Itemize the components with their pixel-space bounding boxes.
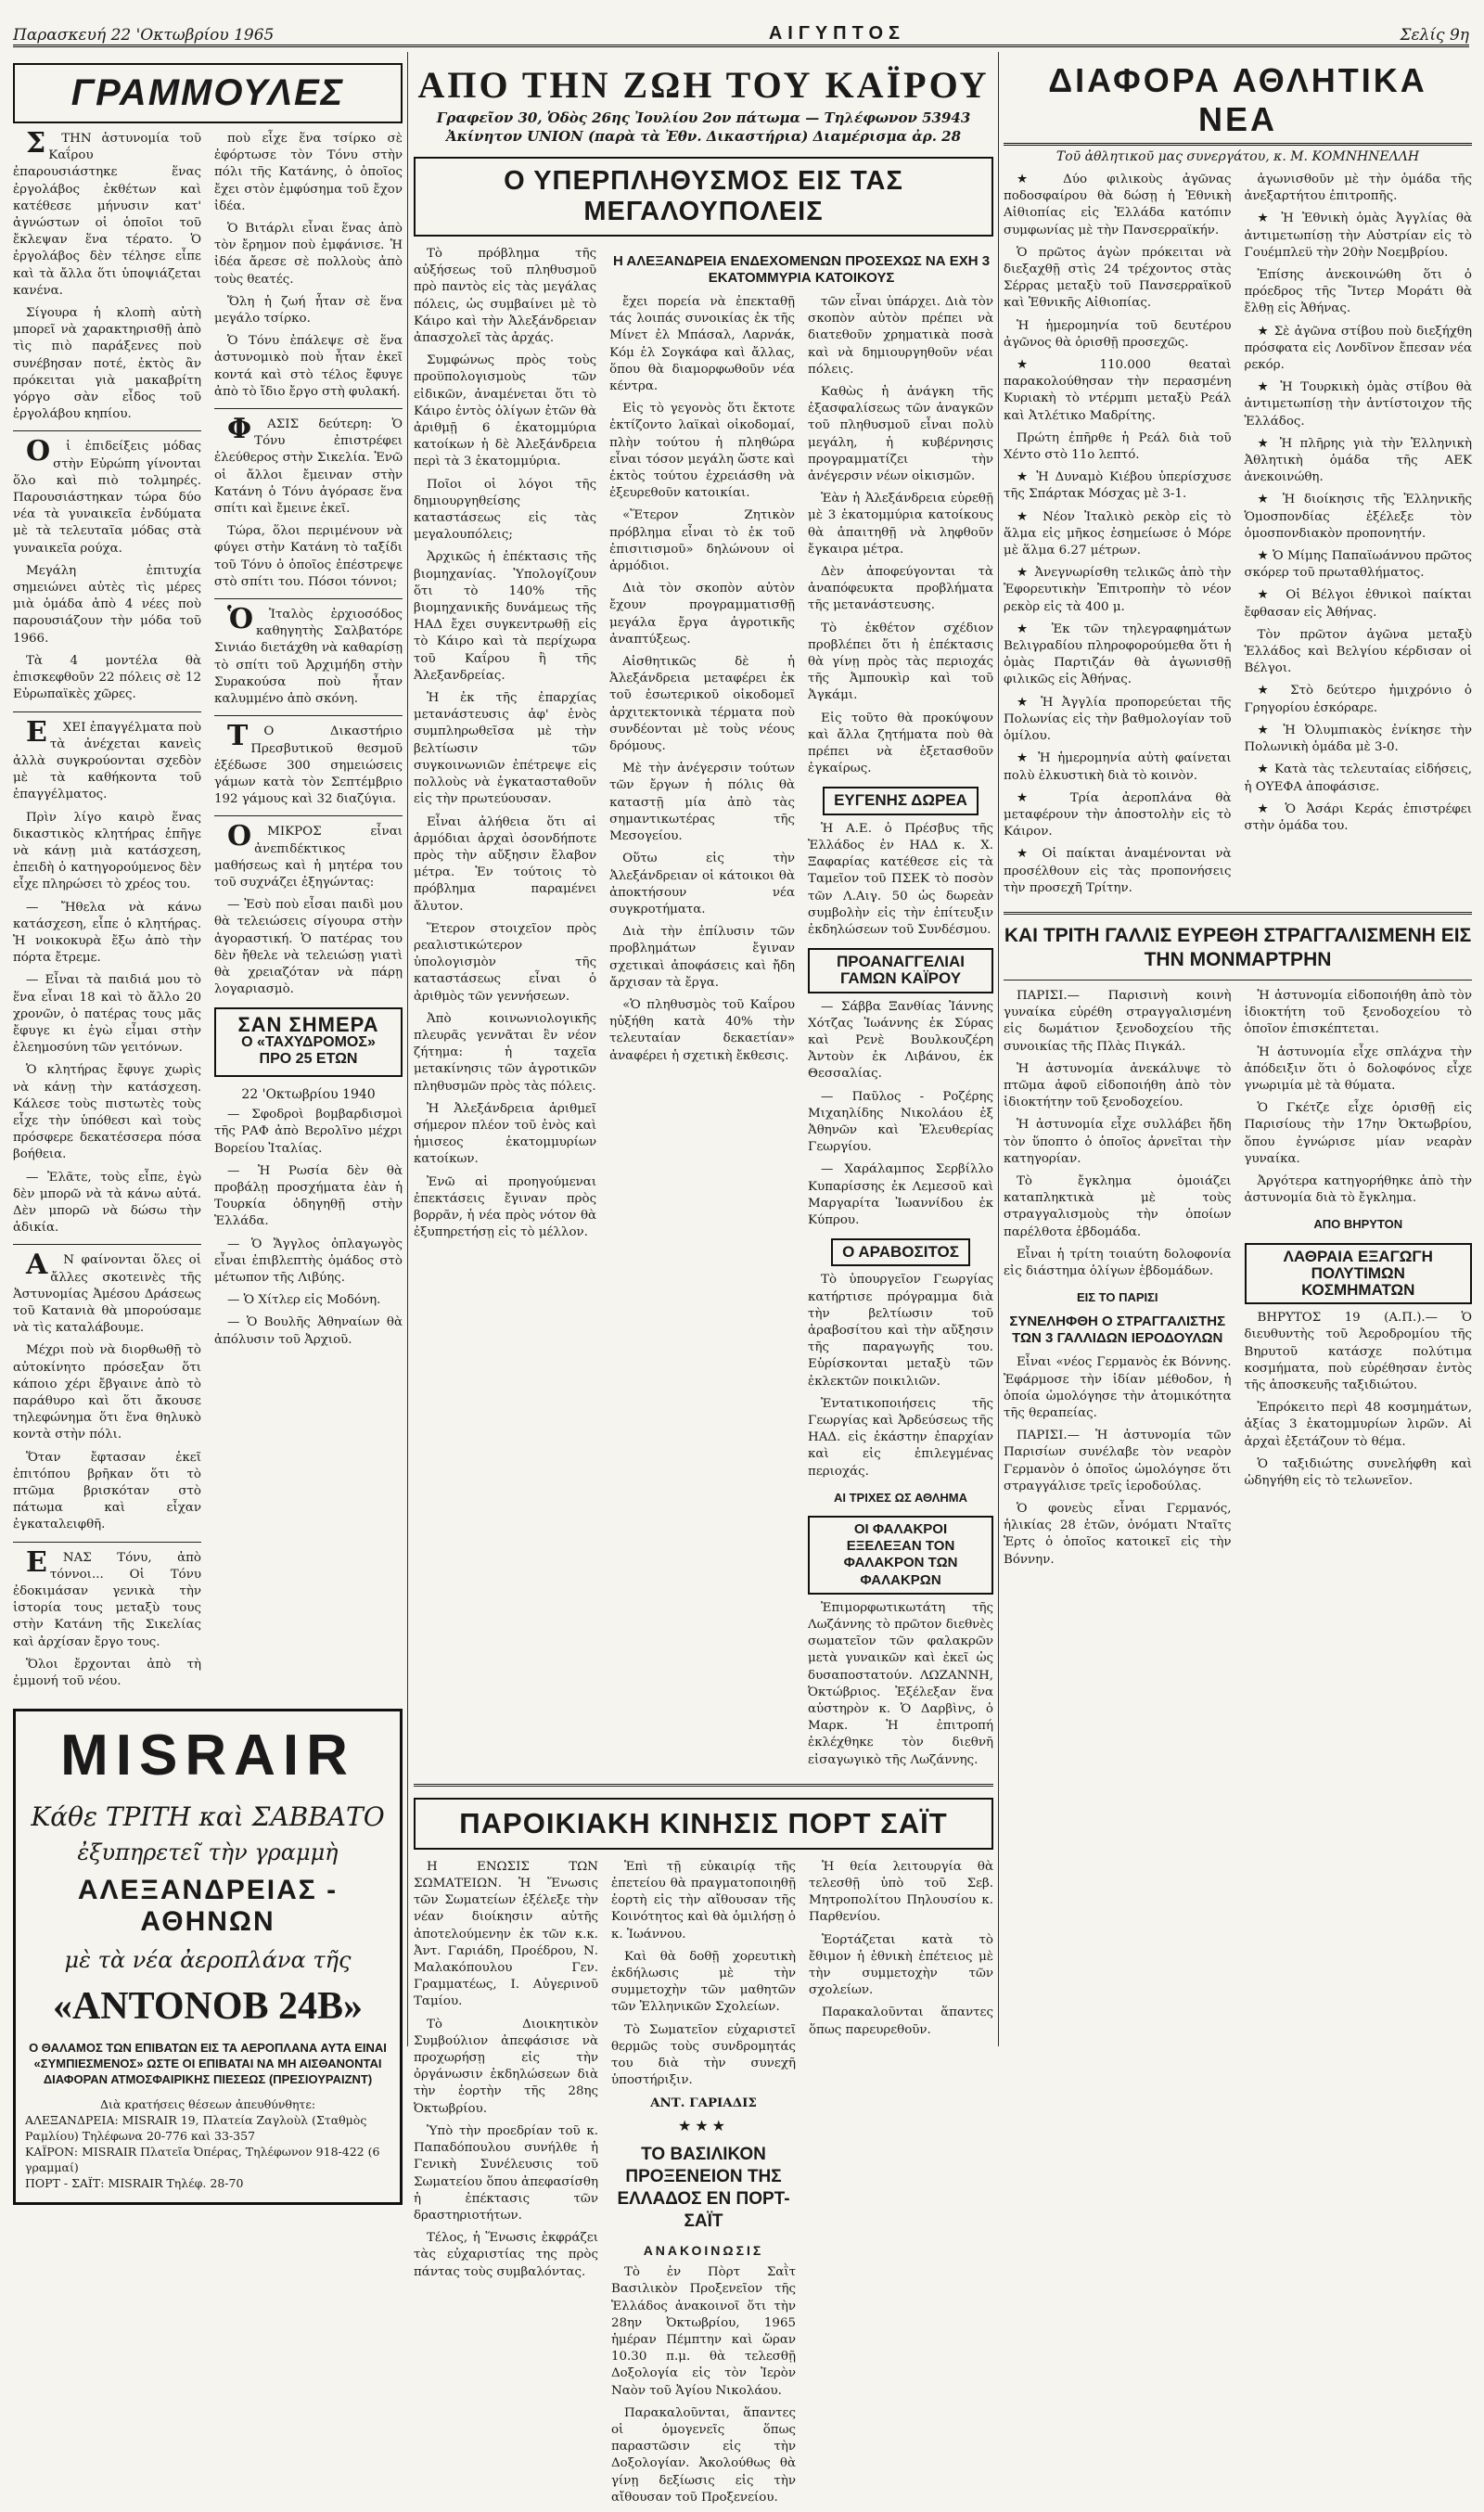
sports-byline: Τοῦ ἀθλητικοῦ μας συνεργάτου, κ. Μ. ΚΟΜΝΗΝΕΛΛΗ bbox=[1055, 149, 1420, 164]
column-right bbox=[1004, 56, 1472, 2046]
paragraph: Πρώτη ἐπῆρθε ἡ Ρεάλ διὰ τοῦ Χέντο στὸ 11ο λεπτό. bbox=[1004, 430, 1232, 463]
paragraph: Ἡ ἡμερομηνία τοῦ δευτέρου ἀγῶνος θὰ ὁρισθῇ προσεχῶς. bbox=[1004, 318, 1232, 350]
list-item: — Παῦλος - Ροζέρης Μιχαηλίδης Νικολάου ἐξ Ἀθηνῶν καὶ Ἐλευθερίας Γεωργίου. bbox=[808, 1089, 993, 1155]
paragraph: Ἀργότερα κατηγορήθηκε ἀπὸ τὴν ἀστυνομία διὰ τὸ ἔγκλημα. bbox=[1244, 1173, 1472, 1206]
sports-col-b bbox=[1245, 172, 1473, 903]
paragraph: Μέχρι ποὺ νὰ διορθωθῇ τὸ αὐτοκίνητο πρόσεξαν ὅτι κάποιο χέρι ἔβγαινε ἀπὸ τὸ παράθυρο καὶ ὅτι ἄκουσε τηλεφώνημα ὅτι ἕνα θηλυκὸ κοντὰ στὴν πόλι. bbox=[13, 1343, 201, 1442]
list-item: — Σάββα Ξανθίας Ἰάννης Χότζας Ἰωάννης ἐκ Σύρας καὶ Ρενὲ Βουλκουζέρη Ἀντοὺν ἐκ Λιβάνου, ἐκ Θεσσαλίας. bbox=[808, 999, 993, 1082]
ad-line: «ΑΝΤΟΝΟΒ 24Β» bbox=[52, 1985, 364, 2029]
article-col-a bbox=[414, 246, 596, 1775]
paragraph: ★ Οἱ παίκται ἀναμένονται νὰ προσέλθουν εἰς τὰς προπονήσεις τὴν προσεχῆ Τρίτην. bbox=[1004, 847, 1232, 895]
paragraph: ★ Ἀνεγνωρίσθη τελικῶς ἀπὸ τὴν Ἐφορευτικὴν Ἐπιτροπὴν τὸ νέον ρεκὸρ εἰς τὰ 400 μ. bbox=[1004, 566, 1232, 614]
parikia-head: ΠΑΡΟΙΚΙΑΚΗ ΚΙΝΗΣΙΣ ΠΟΡΤ ΣΑΪΤ bbox=[414, 1798, 993, 1850]
paragraph: ★ Σὲ ἀγῶνα στίβου ποὺ διεξήχθη πρόσφατα εἰς Λονδῖνον ἔπεσαν νέα ρεκόρ. bbox=[1244, 324, 1472, 373]
paragraph: ★ Ἡ Ἐθνικὴ ὁμὰς Ἀγγλίας θὰ ἀντιμετωπίσῃ τὴν Αὐστρίαν εἰς τὸ Γουέμπλεϋ τὴν 20ὴν Νοεμβρίου. bbox=[1244, 211, 1472, 260]
paragraph: ★ Κατὰ τὰς τελευταίας εἰδήσεις, ἡ ΟΥΕΦΑ ἀποφάσισε. bbox=[1244, 763, 1472, 794]
paragraph: Ἡ ἀστυνομία ἀνεκάλυψε τὸ πτῶμα ἀφοῦ εἰδοποιήθη ἀπὸ τὸν ἰδιοκτήτην τοῦ ξενοδοχείου. bbox=[1004, 1061, 1232, 1110]
ad-contact: ΚΑΪΡΟΝ: MISRAIR Πλατεῖα Ὀπέρας, Τηλέφωνον 918-422 (6 γραμμαί) bbox=[25, 2145, 380, 2175]
sports-body bbox=[1004, 172, 1472, 903]
paragraph: ΕΧΕΙ ἐπαγγέλματα ποὺ τὰ ἀνέχεται κανεὶς ἀλλὰ συγκρούονται σχεδὸν μὲ τὰ καθήκοντα τοῦ ἐπαγγέλματος. bbox=[13, 715, 201, 802]
paragraph: ★ Ἐκ τῶν τηλεγραφημάτων Βελιγραδίου πληροφορούμεθα ὅτι ἡ ὁμὰς Παρτιζάν θὰ ἀγωνισθῇ φιλικῶς εἰς Ἀθήνας. bbox=[1004, 622, 1232, 687]
masthead-paper: ΑΙΓΥΠΤΟΣ bbox=[768, 23, 906, 44]
list-item: — Ἡ Ρωσία δὲν θὰ προβάλῃ προσχήματα ἐὰν ἡ Τουρκία ὁδηγηθῇ στὴν Ἑλλάδα. bbox=[214, 1163, 403, 1229]
paragraph: ★ Ἡ πλῆρης γιὰ τὴν Ἑλληνικὴ Ἀθλητικὴ ὁμάδα τῆς ΑΕΚ ἀνεκοινώθη. bbox=[1244, 436, 1472, 485]
paragraph: Τέλος, ἡ Ἕνωσις ἐκφράζει τὰς εὐχαριστίας της πρὸς πάντας τοὺς συμβαλόντας. bbox=[414, 2231, 598, 2279]
paragraph: ★ Ἡ Ὀλυμπιακὸς ἐνίκησε τὴν Πολωνικὴ ὁμάδα μὲ 3-0. bbox=[1244, 723, 1472, 755]
signature: ΑΝΤ. ΓΑΡΙΑΔΙΣ bbox=[650, 2095, 757, 2111]
ad-contact: Διὰ κρατήσεις θέσεων ἀπευθύνθητε: bbox=[99, 2097, 316, 2112]
list-item: — Ὁ Ἄγγλος ὀπλαγωγὸς εἶναι ἐπιβλεπτὴς ὁμάδος στὸ μέτωπον τῆς Λιβύης. bbox=[214, 1237, 403, 1285]
paragraph: Διὰ τὸν σκοπὸν αὐτὸν ἔχουν προγραμματισθῇ μεγάλα ἔργα ἀγροτικῆς ἀναπτύξεως. bbox=[609, 582, 796, 647]
paragraph: ΕΝΑΣ Τόνυ, ἀπὸ τόννοι... Οἱ Τόνυ ἐδοκιμάσαν γενικὰ τὴν ἱστορία τους μεταξὺ τους στὴν Κατάνη τῆς Σικελίας καὶ ἀρχίσαν ἔργο τους. bbox=[13, 1545, 201, 1649]
paragraph: ★ Στὸ δεύτερο ἡμιχρόνιο ὁ Γρηγορίου ἐσκόραρε. bbox=[1244, 684, 1472, 715]
paragraph: Ἡ ἀστυνομία εἶχε συλλάβει ἤδη τὸν ὕποπτο ὁ ὁποῖος ἀρνεῖται τὴν κατηγορίαν. bbox=[1004, 1118, 1232, 1166]
article-col-c bbox=[808, 294, 993, 1775]
grammoules-body bbox=[13, 127, 403, 1696]
paragraph: Ὁ πρῶτος ἀγὼν πρόκειται νὰ διεξαχθῇ στὶς 24 τρέχοντος στὰς Σέρρας μεταξὺ τοῦ Πανσερραϊκοῦ καὶ Ἐθνικῆς Αἰθιοπίας. bbox=[1004, 245, 1232, 311]
paragraph: ★ Οἱ Βέλγοι ἐθνικοὶ παίκται ἔφθασαν εἰς Ἀθήνας. bbox=[1244, 588, 1472, 620]
ad-contacts bbox=[25, 2096, 390, 2191]
parikia-col-a bbox=[414, 1859, 598, 2512]
paragraph: Η ΕΝΩΣΙΣ ΤΩΝ ΣΩΜΑΤΕΙΩΝ. Ἡ Ἕνωσις τῶν Σωματείων ἐξέλεξε τὴν νέαν διοίκησιν αὐτῆς ἀποτελούμενην ἐκ τῶν κ.κ. Ἀντ. Γαριάδη, Προέδρου, Ν. Μαλακόπουλου Γεν. Γραμματέως, Ι. Αὐγερινοῦ Ταμίου. bbox=[414, 1859, 598, 2009]
paragraph: ΤΟ Δικαστήριο Πρεσβυτικοῦ θεσμοῦ ἐξέδωσε 300 σημειώσεις γάμων κατὰ τὸν Σεπτέμβριο 192 γάμους καὶ 32 διαζύγια. bbox=[214, 720, 403, 807]
paragraph: Συμφώνως πρὸς τοὺς προϋπολογισμοὺς τῶν εἰδικῶν, ἀναμένεται ὅτι τὸ Κάιρο ἐντὸς ὀλίγων ἐτῶν θὰ ἀριθμῇ 6 ἑκατομμύρια κατοίκων ἡ δὲ Ἀλεξάνδρεια περὶ τὰ 3 ἑκατομμύρια. bbox=[414, 353, 597, 469]
column-left bbox=[13, 56, 403, 2191]
san-simera-box bbox=[214, 1007, 403, 1077]
misrair-ad bbox=[13, 1709, 403, 2205]
ad-contact: ΑΛΕΞΑΝΔΡΕΙΑ: MISRAIR 19, Πλατεία Ζαγλοὺλ (Σταθμὸς Ραμλίου) Τηλέφωνα 20-776 καὶ 33-357 bbox=[25, 2113, 367, 2144]
paragraph: Ὅλη ἡ ζωή ἦταν σὲ ἕνα μεγάλο τσίρκο. bbox=[214, 294, 403, 327]
list-item: — Ὁ Χίτλερ εἰς Μοδόνη. bbox=[227, 1293, 381, 1308]
paragraph: ἀγωνισθοῦν μὲ τὴν ὁμάδα τῆς ἀνεξαρτήτου ἐπιτροπῆς. bbox=[1244, 173, 1472, 204]
parikia-col-c bbox=[809, 1859, 993, 2512]
paragraph: Σίγουρα ἡ κλοπὴ αὐτὴ μπορεῖ νὰ χαρακτηρισθῇ ἀπὸ τὶς πιὸ παράξενες ποὺ συνέβησαν ποτέ, ἐκτὸς ἂν πρόκειται γιὰ μακαβρίτη γόργο σὰν εἶδος τοῦ ἐργολάβου κηπίου. bbox=[13, 306, 201, 422]
paris-small: ΕΙΣ ΤΟ ΠΑΡΙΣΙ bbox=[1076, 1290, 1158, 1305]
paragraph: ποὺ εἶχε ἕνα τσίρκο σὲ ἐφόρτωσε τὸν Τόνυ στὴν πόλι τῆς Κατάνης, ὁ ὁποῖος ἔχει στὸν ἐμφύσημα τοῦ ἔχον ἰδέα. bbox=[214, 132, 403, 213]
ad-line: ΑΛΕΞΑΝΔΡΕΙΑΣ - ΑΘΗΝΩΝ bbox=[77, 1875, 339, 1938]
paragraph: Παρακαλοῦνται ἅπαντες ὅπως παρευρεθοῦν. bbox=[809, 2006, 993, 2037]
section-title: ΑΠΟ ΤΗΝ ΖΩΗ ΤΟΥ ΚΑΪΡΟΥ bbox=[417, 64, 990, 106]
sports-header: ΔΙΑΦΟΡΑ ΑΘΛΗΤΙΚΑ ΝΕΑ bbox=[1004, 56, 1472, 146]
paragraph: ΠΑΡΙΣΙ.— Ἡ ἀστυνομία τῶν Παρισίων συνέλαβε τὸν νεαρὸν Γερμανὸν ὁ ὁποῖος ὡμολόγησε ὅτι στραγγάλισε τρεῖς ἱεροδούλας. bbox=[1004, 1429, 1232, 1493]
paragraph: ΦΑΣΙΣ δεύτερη: Ὁ Τόνυ ἐπιστρέφει ἐλεύθερος στὴν Σικελία. Ἐνῶ οἱ ἄλλοι ἔμειναν στὴν Κατάνη ὁ Τόνυ ἀγόρασε ἕνα σπίτι καὶ ἔμεινε ἐκεῖ. bbox=[214, 413, 403, 517]
paris-col-a bbox=[1004, 988, 1232, 1574]
paragraph: Ἀρχικῶς ἡ ἐπέκτασις τῆς βιομηχανίας. Ὑπολογίζουν ὅτι τὸ 140% τῆς βιομηχανικῆς δυνάμεως τῆς ΗΑΔ ἔχει συγκεντρωθῇ εἰς τὸ Κάιρο καὶ τὰ περίχωρα τοῦ Καΐρου ἢ τῆς Ἀλεξανδρείας. bbox=[414, 550, 597, 683]
paragraph: — Εἶναι τὰ παιδιά μου τὸ ἕνα εἶναι 18 καὶ τὸ ἄλλο 20 χρονῶν, ὁ πατέρας τους μᾶς ἔφυγε κι ἐγὼ εἶμαι στὴν ἐλεημοσύνη τῶν γειτόνων. bbox=[13, 973, 201, 1056]
section-sub: Ἀκίνητον UNION (παρὰ τὰ Ἐθν. Δικαστήρια) Διαμέρισμα ἀρ. 28 bbox=[445, 128, 962, 145]
paragraph: Ἐπρόκειτο περὶ 48 κοσμημάτων, ἀξίας 3 ἑκατομμυρίων λιρῶν. Αἱ ἀρχαὶ ἐξετάζουν τὸ θέμα. bbox=[1244, 1401, 1472, 1449]
paragraph: Μεγάλη ἐπιτυχία σημειώνει αὐτὲς τὶς μέρες μιὰ ὁμάδα ἀπὸ 4 νέες ποὺ παρουσιάζουν τὴν μόδα τοῦ 1966. bbox=[13, 563, 201, 646]
paragraph: Τὸ πρόβλημα τῆς αὐξήσεως τοῦ πληθυσμοῦ πρὸ παντὸς εἰς τὰς μεγάλας πόλεις, ὡς συμβαίνει μὲ τὸ Κάιρο καὶ τὴν Ἀλεξάνδρειαν ἀπασχολεῖ τὰς ἀρχάς. bbox=[414, 247, 597, 346]
paragraph: Τώρα, ὅλοι περιμένουν νὰ φύγει στὴν Κατάνη τὸ ταξίδι τοῦ Τόνυ ὁ ὁποῖος ἐπέστρεψε στὸ σπίτι του. Πόσοι τόννοι; bbox=[214, 524, 403, 589]
article-body bbox=[414, 246, 993, 1775]
ad-contact: ΠΟΡΤ - ΣΑΪΤ: MISRAIR Τηλέφ. 28-70 bbox=[25, 2176, 244, 2191]
paragraph: «Ὁ πληθυσμὸς τοῦ Καΐρου ηὐξήθη κατὰ 40% τὴν τελευταίαν δεκαετίαν» ἀναφέρει ἡ σχετικὴ ἔκθεσις. bbox=[609, 997, 796, 1063]
ad-line: μὲ τὰ νέα ἀεροπλάνα τῆς bbox=[64, 1947, 352, 1974]
paris-headline: ΚΑΙ ΤΡΙΤΗ ΓΑΛΛΙΣ ΕΥΡΕΘΗ ΣΤΡΑΓΓΑΛΙΣΜΕΝΗ ΕΙΣ ΤΗΝ ΜΟΝΜΑΡΤΡΗΝ bbox=[1004, 924, 1472, 970]
paragraph: ΣΤΗΝ ἀστυνομία τοῦ Καΐρου ἐπαρουσιάστηκε ἕνας ἐργολάβος ἐκθέτων καὶ κατέθεσε μήνυσιν κατ' ἀγνώστων οἱ ὁποῖοι τοῦ ἔκλεψαν ἕνα τέρατο. Ὁ ἐργολάβος δὲν τέλησε εἶπε καὶ τὰ ἄλλα ὅτι ὑποψιάζεται κανένα. bbox=[13, 127, 201, 298]
paragraph: Καθὼς ἡ ἀνάγκη τῆς ἐξασφαλίσεως τῶν ἀναγκῶν τοῦ πληθυσμοῦ εἶναι πολὺ μεγάλη, ἡ κυβέρνησις προγραμματίζει τὴν ἀνέγερσιν νέων οἰκισμῶν. bbox=[808, 385, 993, 484]
list-item: — Χαράλαμπος Σερβίλλο Κυπαρίσσης ἐκ Λεμεσοῦ καὶ Μαργαρίτα Ἰωαννίδου ἐκ Κύπρου. bbox=[808, 1162, 993, 1227]
paragraph: ★ Ἡ διοίκησις τῆς Ἑλληνικῆς Ὁμοσπονδίας ἐξέλεξε τὸν ὁμοσπονδιακὸν προπονητήν. bbox=[1244, 493, 1472, 541]
sports-col-a bbox=[1004, 172, 1232, 903]
trix-small: ΑΙ ΤΡΙΧΕΣ ΩΣ ΑΘΛΗΜΑ bbox=[834, 1490, 968, 1505]
paragraph: Ὁ ταξιδιώτης συνελήφθη καὶ ὡδηγήθη εἰς τὸ τελωνεῖον. bbox=[1244, 1456, 1472, 1488]
paragraph: ΟΜΙΚΡΟΣ εἶναι ἀνεπιδέκτικος μαθήσεως καὶ ἡ μητέρα του τοῦ συχνάζει ἐξηγώντας: bbox=[214, 820, 403, 890]
paragraph: Ἕτερον στοιχεῖον πρὸς ρεαλιστικώτερον ὑπολογισμὸν τῆς καταστάσεως εἶναι ὁ ἀριθμὸς τῶν γεννήσεων. bbox=[414, 921, 597, 1004]
san-simera-sub: Ο «ΤΑΧΥΔΡΟΜΟΣ» ΠΡΟ 25 ΕΤΩΝ bbox=[241, 1033, 376, 1067]
paragraph: Ποῖοι οἱ λόγοι τῆς δημιουργηθείσης καταστάσεως εἰς τὰς μεγαλουπόλεις; bbox=[414, 477, 597, 543]
paragraph: Ἑορτάζεται κατὰ τὸ ἔθιμον ἡ ἐθνικὴ ἐπέτειος μὲ τὴν συμμετοχὴν τῶν σχολείων. bbox=[809, 1932, 993, 1998]
san-simera-title: ΣΑΝ ΣΗΜΕΡΑ bbox=[237, 1013, 379, 1037]
masthead bbox=[13, 17, 1469, 47]
paragraph: — Ἐσὺ ποὺ εἶσαι παιδὶ μου θὰ τελειώσεις σίγουρα στὴν ἁγοραστική. Ὁ πατέρας του δὲν ἤθελε νὰ τελειώσῃ γιατὶ θὰ χρειαζόταν νὰ πάρῃ λογαριασμὸ. bbox=[214, 898, 403, 997]
list-item: — Σφοδροὶ βομβαρδισμοὶ τῆς ΡΑΦ ἀπὸ Βερολῖνο μέχρι Βορείου Ἰταλίας. bbox=[214, 1108, 403, 1156]
subhead: Η ΑΛΕΞΑΝΔΡΕΙΑ ΕΝΔΕΧΟΜΕΝΩΝ ΠΡΟΣΕΧΩΣ ΝΑ ΕΧΗ 3 ΕΚΑΤΟΜΜΥΡΙΑ ΚΑΤΟΙΚΟΥΣ bbox=[612, 253, 991, 286]
paragraph: Ἐὰν ἡ Ἀλεξάνδρεια εὑρεθῇ μὲ 3 ἑκατομμύρια κατοίκους θὰ ἀπαιτηθῇ νὰ ληφθοῦν ἔγκαιρα μέτρα. bbox=[808, 492, 993, 557]
paragraph: «Ἕτερον Ζητικὸν πρόβλημα εἶναι τὸ ἐκ τοῦ ἐπισιτισμοῦ» δηλώνουν οἱ ἁρμόδιοι. bbox=[609, 508, 796, 574]
aravositos-head: Ο ΑΡΑΒΟΣΙΤΟΣ bbox=[831, 1238, 970, 1266]
paragraph: Ὁ Βιτάρλι εἶναι ἕνας ἀπὸ τὸν ἔρημον ποὺ ἐμφάνισε. Ἡ ἰδέα ἄρεσε σὲ πολλοὺς ἀπὸ τοὺς θεατές. bbox=[214, 222, 403, 287]
paragraph: Ἡ θεία λειτουργία θὰ τελεσθῇ ὑπὸ τοῦ Σεβ. Μητροπολίτου Πηλουσίου κ. Παρθενίου. bbox=[809, 1859, 993, 1925]
paragraph: Εἶναι ἀλήθεια ὅτι αἱ ἁρμόδιαι ἀρχαὶ ὁσονδήποτε πρὸς τὴν αὔξησιν ἔλαβον μέτρα. Ἐν τούτοις τὸ πρόβλημα παραμένει ἄλυτον. bbox=[414, 814, 597, 914]
gamoi-head: ΠΡΟΑΝΑΓΓΕΛΙΑΙ ΓΑΜΩΝ ΚΑΪΡΟΥ bbox=[808, 948, 993, 993]
beirut-small: ΑΠΟ ΒΗΡΥΤΟΝ bbox=[1313, 1217, 1403, 1232]
masthead-page: Σελίς 9η bbox=[1400, 26, 1469, 45]
ad-line: ἐξυπηρετεῖ τὴν γραμμὴ bbox=[77, 1839, 339, 1866]
paragraph: Τὸ ὑπουργεῖον Γεωργίας κατήρτισε πρόγραμμα διὰ τὴν βελτίωσιν τοῦ ἀραβοσίτου καὶ τὴν αὔξησιν τῆς παραγωγῆς του. Εὑρίσκονται μεταξὺ τῶν ἐκλεκτῶν ποικιλιῶν. bbox=[808, 1273, 993, 1389]
paragraph: Δὲν ἀποφεύγονται τὰ ἀναπόφευκτα προβλήματα τῆς μετανάστευσης. bbox=[808, 565, 993, 613]
syn-headline: ΣΥΝΕΛΗΦΘΗ Ο ΣΤΡΑΓΓΑΛΙΣΤΗΣ ΤΩΝ 3 ΓΑΛΛΙΔΩΝ ΙΕΡΟΔΟΥΛΩΝ bbox=[1009, 1314, 1226, 1347]
paragraph: ★ Ὁ Ἀσάρι Κεράς ἐπιστρέφει στὴν ὁμάδα του. bbox=[1244, 801, 1472, 833]
paragraph: Καὶ θὰ δοθῇ χορευτικὴ ἐκδήλωσις μὲ τὴν συμμετοχὴν τῶν μαθητῶν τῶν Ἑλληνικῶν Σχολείων. bbox=[611, 1949, 796, 2015]
paragraph: ★ Δύο φιλικοὺς ἀγῶνας ποδοσφαίρου θὰ δώσῃ ἡ Ἐθνικὴ Αἰθιοπίας εἰς Ἑλλάδα κατόπιν συμφωνίας μὲ τὴν Πανσερραϊκήν. bbox=[1004, 173, 1232, 237]
paragraph: ★ Νέον Ἰταλικὸ ρεκὸρ εἰς τὸ ἅλμα εἰς μῆκος ἐσημείωσε ὁ Μόρε μὲ ἅλμα 6.27 μέτρων. bbox=[1004, 509, 1232, 558]
section-sub: Γραφεῖον 30, Ὁδὸς 26ης Ἰουλίου 2ον πάτωμα — Τηλέφωνον 53943 bbox=[436, 109, 971, 126]
san-simera-date: 22 'Οκτωβρίου 1940 bbox=[241, 1086, 376, 1102]
grammoules-col-b bbox=[214, 131, 403, 1696]
paragraph: ★ Ἡ ἡμερομηνία αὐτὴ φαίνεται πολὺ ἐλκυστικὴ διὰ τὸ κοινὸν. bbox=[1004, 751, 1232, 783]
paragraph: Ἡ ἀστυνομία εἶχε σπλάχνα τὴν ἀπόδειξιν ὅτι ὁ δολοφόνος εἶχε γνωριμία μὲ τὰ θύματα. bbox=[1244, 1045, 1472, 1093]
paragraph: Παρακαλοῦνται, ἅπαντες οἱ ὁμογενεῖς ὅπως παραστῶσιν εἰς τὴν Δοξολογίαν. Ἀκολούθως θὰ γίνῃ δεξίωσις εἰς τὴν αἴθουσαν τοῦ Προξενείου. bbox=[611, 2405, 796, 2505]
ad-line: Κάθε ΤΡΙΤΗ καὶ ΣΑΒΒΑΤΟ bbox=[31, 1801, 385, 1833]
eygenis-head: ΕΥΓΕΝΗΣ ΔΩΡΕΑ bbox=[823, 787, 979, 814]
paragraph: Τὸ Σωματεῖον εὐχαριστεῖ θερμῶς τοὺς συνδρομητάς του διὰ τὴν συνεχῆ ὑποστήριξιν. bbox=[611, 2022, 796, 2088]
trix-head: ΟΙ ΦΑΛΑΚΡΟΙ ΕΞΕΛΕΞΑΝ ΤΟΝ ΦΑΛΑΚΡΟΝ ΤΩΝ ΦΑΛΑΚΡΩΝ bbox=[808, 1516, 993, 1595]
column-middle bbox=[414, 56, 993, 2505]
paragraph: Οὕτω εἰς τὴν Ἀλεξάνδρειαν οἱ κάτοικοι θὰ ἀποκτήσουν νέα συγκροτήματα. bbox=[609, 852, 796, 916]
proxeneion-sub: ΑΝΑΚΟΙΝΩΣΙΣ bbox=[643, 2242, 764, 2258]
paragraph: Τὸν πρῶτον ἀγῶνα μεταξὺ Ἑλλάδος καὶ Βελγίου κέρδισαν οἱ Βέλγοι. bbox=[1244, 627, 1472, 676]
column-rule bbox=[407, 52, 408, 2046]
paragraph: Μὲ τὴν ἀνέγερσιν τούτων τῶν ἔργων ἡ πόλις θὰ καταστῇ μία ἀπὸ τὰς σημαντικωτέρας τῆς Μεσογείου. bbox=[609, 762, 796, 844]
paragraph: Ἡ ἀστυνομία εἰδοποιήθη ἀπὸ τὸν ἰδιοκτήτη τοῦ ξενοδοχείου τὸ ὁποῖον ἐπισκέπτεται. bbox=[1244, 988, 1472, 1037]
paragraph: Οἱ ἐπιδείξεις μόδας στὴν Εὐρώπη γίνονται ὅλο καὶ πιὸ τολμηρές. Παρουσιάστηκαν τώρα δύο νέα τὰ γυναικεῖα ἐνδύματα μὲ τὰ τελευταῖα μόδας στὰ γυναικεῖα ρούχα. bbox=[13, 435, 201, 556]
paragraph: Διὰ τὴν ἐπίλυσιν τῶν προβλημάτων ἔγιναν σχετικαὶ ἀποφάσεις καὶ ἤδη ἄρχισαν τὰ ἔργα. bbox=[609, 925, 796, 990]
paragraph: Πρὶν λίγο καιρὸ ἕνας δικαστικὸς κλητήρας ἐπῆγε νὰ κάνῃ μιὰ κατάσχεση, ἐπειδὴ ὁ κατηγορούμενος δὲν εἶχε πληρώσει τὸ χρέος του. bbox=[13, 810, 201, 892]
paragraph: ἔχει πορεία νὰ ἐπεκταθῇ τάς λοιπάς συνοικίας ἐκ τῆς Μίνετ ἐλ Μπάσαλ, Λαρνάκ, Κόμ ἐλ Σογκάφα καὶ ἄλλας, ὅπου θὰ διαμορφωθοῦν νέα κέντρα. bbox=[609, 295, 796, 394]
paragraph: ★ Τρία ἀεροπλάνα θὰ μεταφέρουν τὴν ἀποστολὴν εἰς τὸ Κάιρον. bbox=[1004, 790, 1232, 839]
paragraph: — Ἤθελα νὰ κάνω κατάσχεση, εἶπε ὁ κλητήρας. Ἡ νοικοκυρὰ ἔξω ἀπὸ τὴν πόρτα ἔτρεμε. bbox=[13, 900, 201, 966]
paragraph: ὉἸταλὸς ἐρχιοσόδος καθηγητὴς Σαλβατόρε Σινιάο διετάχθη νὰ καθαρίσῃ τὸ σπίτι τοῦ Ἀρχιμήδη στὴν Συρακούσα ποὺ ἦταν καλυμμένο ἀπὸ σκόνη. bbox=[214, 603, 403, 707]
paragraph: Τὸ ἔγκλημα ὁμοιάζει καταπληκτικὰ μὲ τοὺς στραγγαλισμοὺς τὴν ὁποίων παρέλθοτα ἑβδομάδα. bbox=[1004, 1173, 1232, 1239]
paragraph: ★ 110.000 θεαταὶ παρακολούθησαν τὴν περασμένη Κυριακὴ τὸ ντέρμπι μεταξὺ Ρεάλ καὶ Ἀτλέτικο Μαδρίτης. bbox=[1004, 358, 1232, 423]
paragraph: Ὁ φονεὺς εἶναι Γερμανός, ἡλικίας 28 ἐτῶν, ὀνόματι Νταῖτς Ἑρτς ὁ ὁποῖος κατοικεῖ εἰς τὴν Βόννην. bbox=[1004, 1502, 1232, 1567]
paragraph: Τὰ 4 μοντέλα θὰ ἐπισκεφθοῦν 22 πόλεις σὲ 12 Εὐρωπαϊκὲς χῶρες. bbox=[13, 653, 201, 702]
paragraph: Εἰς τοῦτο θὰ προκύψουν καὶ ἄλλα ζητήματα ποὺ θὰ πρέπει νὰ ἐξετασθοῦν ἐγκαίρως. bbox=[808, 711, 993, 776]
paragraph: Ὅταν ἔφτασαν ἐκεῖ ἐπιτόπου βρῆκαν ὅτι τὸ πτῶμα βρισκόταν στὸ πάτωμα καὶ εἶχαν ἐγκαταλειφθῆ. bbox=[13, 1450, 201, 1532]
headline: Ο ΥΠΕΡΠΛΗΘΥΣΜΟΣ ΕΙΣ ΤΑΣ ΜΕΓΑΛΟΥΠΟΛΕΙΣ bbox=[414, 157, 993, 237]
article-right-block bbox=[609, 246, 993, 1775]
paragraph: ΠΑΡΙΣΙ.— Παρισινὴ κοινὴ γυναίκα εὑρέθη στραγγαλισμένη εἰς δωμάτιον ξενοδοχείου τῆς συνοικίας τῆς Πλὰς Πιγκάλ. bbox=[1004, 988, 1232, 1054]
paragraph: Ἐπὶ τῇ εὐκαιρίᾳ τῆς ἐπετείου θὰ πραγματοποιηθῇ ἑορτὴ εἰς τὴν αἴθουσαν τῆς Κοινότητος καὶ θὰ ὁμιλήσῃ ὁ κ. Ἰωάννου. bbox=[611, 1859, 796, 1942]
paragraph: — Ἐλᾶτε, τοὺς εἶπε, ἐγὼ δὲν μπορῶ νὰ τὰ κάνω αὐτά. Δὲν μπορῶ νὰ δώσω τὴν ἀδικία. bbox=[13, 1170, 201, 1236]
paragraph: Ἐνῶ αἱ προηγούμεναι ἐπεκτάσεις ἔγιναν πρὸς βορρᾶν, ἡ νέα πρὸς νότον θὰ ἐξυπηρετήσῃ εἰς τὸ μέλλον. bbox=[414, 1174, 597, 1240]
article-col-b bbox=[609, 294, 795, 1775]
column-rule bbox=[998, 52, 999, 2046]
paragraph: τῶν εἶναι ὑπάρχει. Διὰ τὸν σκοπὸν αὐτὸν πρέπει νὰ διατεθοῦν χρηματικὰ ποσὰ καὶ νὰ δημιουργηθοῦν νέαι πόλεις. bbox=[808, 295, 993, 377]
ad-line: Ο ΘΑΛΑΜΟΣ ΤΩΝ ΕΠΙΒΑΤΩΝ ΕΙΣ ΤΑ ΑΕΡΟΠΛΑΝΑ ΑΥΤΑ ΕΙΝΑΙ «ΣΥΜΠΙΕΣΜΕΝΟΣ» ΩΣΤΕ ΟΙ ΕΠΙΒΑΤΑΙ ΝΑ ΜΗ ΑΙΣΘΑΝΟΝΤΑΙ ΔΙΑΦΟΡΑΝ ΑΤΜΟΣΦΑΙΡΙΚΗΣ ΠΙΕΣΕΩΣ (ΠΡΕΣΙΟΥΡΑΙΖΝΤ) bbox=[29, 2041, 387, 2087]
grammoules-header: ΓΡΑΜΜΟΥΛΕΣ bbox=[13, 63, 403, 123]
paragraph: Ἡ ἐκ τῆς ἐπαρχίας μετανάστευσις ἀφ' ἑνὸς συμπληρωθεῖσα μὲ τὴν βελτίωσιν τῶν συγκοινωνιῶν ἐπέτρεψε εἰς πολλοὺς νὰ ἐγκατασταθοῦν εἰς τὴν πρωτεύουσαν. bbox=[414, 691, 597, 807]
masthead-date: Παρασκευή 22 'Οκτωβρίου 1965 bbox=[13, 26, 275, 45]
paragraph: Εἰς τὸ γεγονὸς ὅτι ἔκτοτε ἐκτίζοντο λαϊκαὶ οἰκοδομαί, πλὴν τούτου ἡ πληθώρα εἶναι τόσον μεγάλη ὥστε καὶ ἐκτὸς τούτου ἐχρειάσθη νὰ ἐξευρεθοῦν κατοικίαι. bbox=[609, 402, 796, 501]
paragraph: Ἐπίσης ἀνεκοινώθη ὅτι ὁ πρόεδρος τῆς Ἴντερ Μοράτι θὰ ἔλθῃ εἰς Ἀθήνας. bbox=[1244, 268, 1472, 316]
paragraph: Εἶναι «νέος Γερμανὸς ἐκ Βόννης. Ἐφάρμοσε τὴν ἰδίαν μέθοδον, ἡ ὁποία ὡμολόγησε τὴν ἀτομικότητα τῆς θεραπείας. bbox=[1004, 1355, 1232, 1420]
paragraph: Ὅλοι ἔρχονται ἀπὸ τὴ ἐμμονή τοῦ νέου. bbox=[13, 1657, 201, 1689]
paragraph: Εἶναι ἡ τρίτη τοιαύτη δολοφονία εἰς διάστημα ὀλίγων ἑβδομάδων. bbox=[1004, 1247, 1232, 1278]
paris-col-b bbox=[1245, 988, 1473, 1574]
paragraph: ★ Ἡ Τουρκικὴ ὁμὰς στίβου θὰ ἀντιμετωπίσῃ τὴν ἀντίστοιχον τῆς Ἑλλάδος. bbox=[1244, 380, 1472, 429]
paragraph: Τὸ Διοικητικὸν Συμβούλιον ἀπεφάσισε νὰ προχωρήσῃ εἰς τὴν ὀργάνωσιν ἐκδηλώσεων διὰ τὴν ἐορτὴν τῆς 28ης Ὀκτωβρίου. bbox=[414, 2017, 598, 2116]
beirut-headline: ΛΑΘΡΑΙΑ ΕΞΑΓΩΓΗ ΠΟΛΥΤΙΜΩΝ ΚΟΣΜΗΜΑΤΩΝ bbox=[1245, 1243, 1473, 1305]
paragraph: ΑΝ φαίνονται ὅλες οἱ ἄλλες σκοτεινὲς τῆς Ἀστυνομίας Ἀμέσου Δράσεως τοῦ Κατανιὰ θὰ μπορούσαμε νὰ τὶς καταλάβουμε. bbox=[13, 1249, 201, 1336]
paragraph: ΒΗΡΥΤΟΣ 19 (Α.Π.).— Ὁ διευθυντὴς τοῦ Ἀεροδρομίου τῆς Βηρυτοῦ κατάσχε πολύτιμα κοσμήματα, ποὺ εὑρέθησαν ἐντὸς τῆς ἀποσκευῆς ταξιδιώτου. bbox=[1244, 1311, 1472, 1392]
paragraph: Ἡ Α.Ε. ὁ Πρέσβυς τῆς Ἑλλάδος ἐν ΗΑΔ κ. Χ. Ξαφαρίας κατέθεσε εἰς τὰ Ταμεῖον τοῦ ΠΣΕΚ τὸ ποσὸν τῶν Λ.Αιγ. 50 ὡς δωρεὰν συμβολὴν εἰς τὴν ἐπίτευξιν ἐκδηλώσεων τοῦ Συνδέσμου. bbox=[808, 821, 993, 937]
paragraph: Ἡ Ἀλεξάνδρεια ἀριθμεῖ σήμερον πλέον τοῦ ἑνὸς καὶ ἡμισεος ἑκατομμυρίων κατοίκων. bbox=[414, 1101, 597, 1167]
paragraph: Ὁ κλητήρας ἔφυγε χωρὶς νὰ κάνῃ τὴν κατάσχεση. Κάλεσε τοὺς πιστωτὲς τοὺς εἶχε τὴν ὑπόθεσι καὶ τοὺς πρόσφερε δεκατέσσερα πόσα βοήθεια. bbox=[13, 1063, 201, 1162]
paragraph: Τὸ ἐκθέτον σχέδιον προβλέπει ὅτι ἡ ἐπέκτασις θὰ γίνῃ πρὸς τὰς περιοχάς τῆς Ἀμπουκὶρ καὶ τοῦ Ἀγκάμι. bbox=[808, 621, 993, 703]
paragraph: Ἐπιμορφωτικωτάτη τῆς Λωζάννης τὸ πρῶτον διεθνὲς σωματεῖον τῶν φαλακρῶν μετὰ γυναικῶν καὶ ἐκεῖ ὡς δυσαποστατούν. ΛΩΖΑΝΝΗ, Ὀκτώβριος. Ἐξέλεξαν ἕνα αὐστηρὸν κ. Ὁ Δαρβὶνς, ὁ Μαρκ. Ἡ ἐπιτροπή ἐκλέχθηκε τὸν διεθνῆ εἰσαγωγικὸ τῆς Λωζάννης. bbox=[808, 1600, 993, 1767]
stars-divider: ★★★ bbox=[677, 2116, 730, 2134]
paragraph: Ἀπὸ κοινωνιολογικῆς πλευρᾶς γεννᾶται ἓν νέον ζήτημα: ἡ ταχεῖα μετακίνησις τῶν ἀγροτικῶν πληθυσμῶν πρὸς τὰς πόλεις. bbox=[414, 1011, 597, 1094]
paragraph: Ὁ Γκέτζε εἶχε ὁρισθῇ εἰς Παρισίους τὴν 17ην Ὀκτωβρίου, ὅπου ἐγνώρισε μίαν νεαρὰν γυναίκα. bbox=[1244, 1101, 1472, 1166]
ad-brand: MISRAIR bbox=[60, 1724, 355, 1788]
paragraph: ★ Ὁ Μίμης Παπαϊωάννου πρῶτος σκόρερ τοῦ πρωταθλήματος. bbox=[1244, 549, 1472, 581]
paris-body bbox=[1004, 988, 1472, 1574]
paragraph: Αἰσθητικῶς δὲ ἡ Ἀλεξάνδρεια μεταφέρει ἐκ τοῦ ἐσωτερικοῦ οἰκοδομεῖ ἀρχιτεκτονικὰ τέρματα ποὺ συνδέονται μὲ τοὺς νέους δρόμους. bbox=[609, 655, 796, 754]
grammoules-col-a bbox=[13, 127, 201, 1696]
list-item: — Ὁ Βουλῆς Ἀθηναίων θὰ ἀπόλυσιν τοῦ Ἀρχιοῦ. bbox=[214, 1315, 403, 1347]
paragraph: Ἐντατικοποιήσεις τῆς Γεωργίας καὶ Ἀρδεύσεως τῆς ΗΑΔ. εἰς ἑκάστην ἐπαρχίαν καὶ εἰς ἐπιλεγμένας περιοχάς. bbox=[808, 1396, 993, 1479]
paragraph: ★ Ἡ Ἀγγλία προπορεύεται τῆς Πολωνίας εἰς τὴν βαθμολογίαν τοῦ ὁμίλου. bbox=[1004, 695, 1232, 744]
paragraph: Ὑπὸ τὴν προεδρίαν τοῦ κ. Παπαδόπουλου συνήλθε ἡ Γενικὴ Συνέλευσις τοῦ Σωματείου ὅπου ἀπεφασίσθη ἡ ἐπέκτασις τῶν δραστηριοτήτων. bbox=[414, 2123, 598, 2223]
paragraph: Τὸ ἐν Πὸρτ Σαῒτ Βασιλικὸν Προξενεῖον τῆς Ἑλλάδος ἀνακοινοῖ ὅτι τὴν 28ην Ὀκτωβρίου, 1965 ἡμέραν Πέμπτην καὶ ὥραν 10.30 π.μ. θὰ τελεσθῇ Δοξολογία εἰς τὸν Ἱερὸν Ναὸν τοῦ Ἁγίου Νικολάου. bbox=[611, 2265, 796, 2398]
proxeneion-head: ΤΟ ΒΑΣΙΛΙΚΟΝ ΠΡΟΞΕΝΕΙΟΝ ΤΗΣ ΕΛΛΑΔΟΣ ΕΝ ΠΟΡΤ-ΣΑΪΤ bbox=[617, 2144, 790, 2231]
paragraph: ★ Ἡ Δυναμὸ Κιέβου ὑπερίσχυσε τῆς Σπάρτακ Μόσχας μὲ 3-1. bbox=[1004, 470, 1232, 502]
parikia-body bbox=[414, 1859, 993, 2512]
paragraph: Ὁ Τόνυ ἐπάλεψε σὲ ἕνα ἀστυνομικὸ ποὺ ἦταν ἐκεῖ κοντά καὶ στὸ τέλος ἔφυγε ἀπὸ τὸ ἴδιο ἔργο στὴ φυλακή. bbox=[214, 334, 403, 399]
parikia-col-b bbox=[611, 1859, 796, 2512]
